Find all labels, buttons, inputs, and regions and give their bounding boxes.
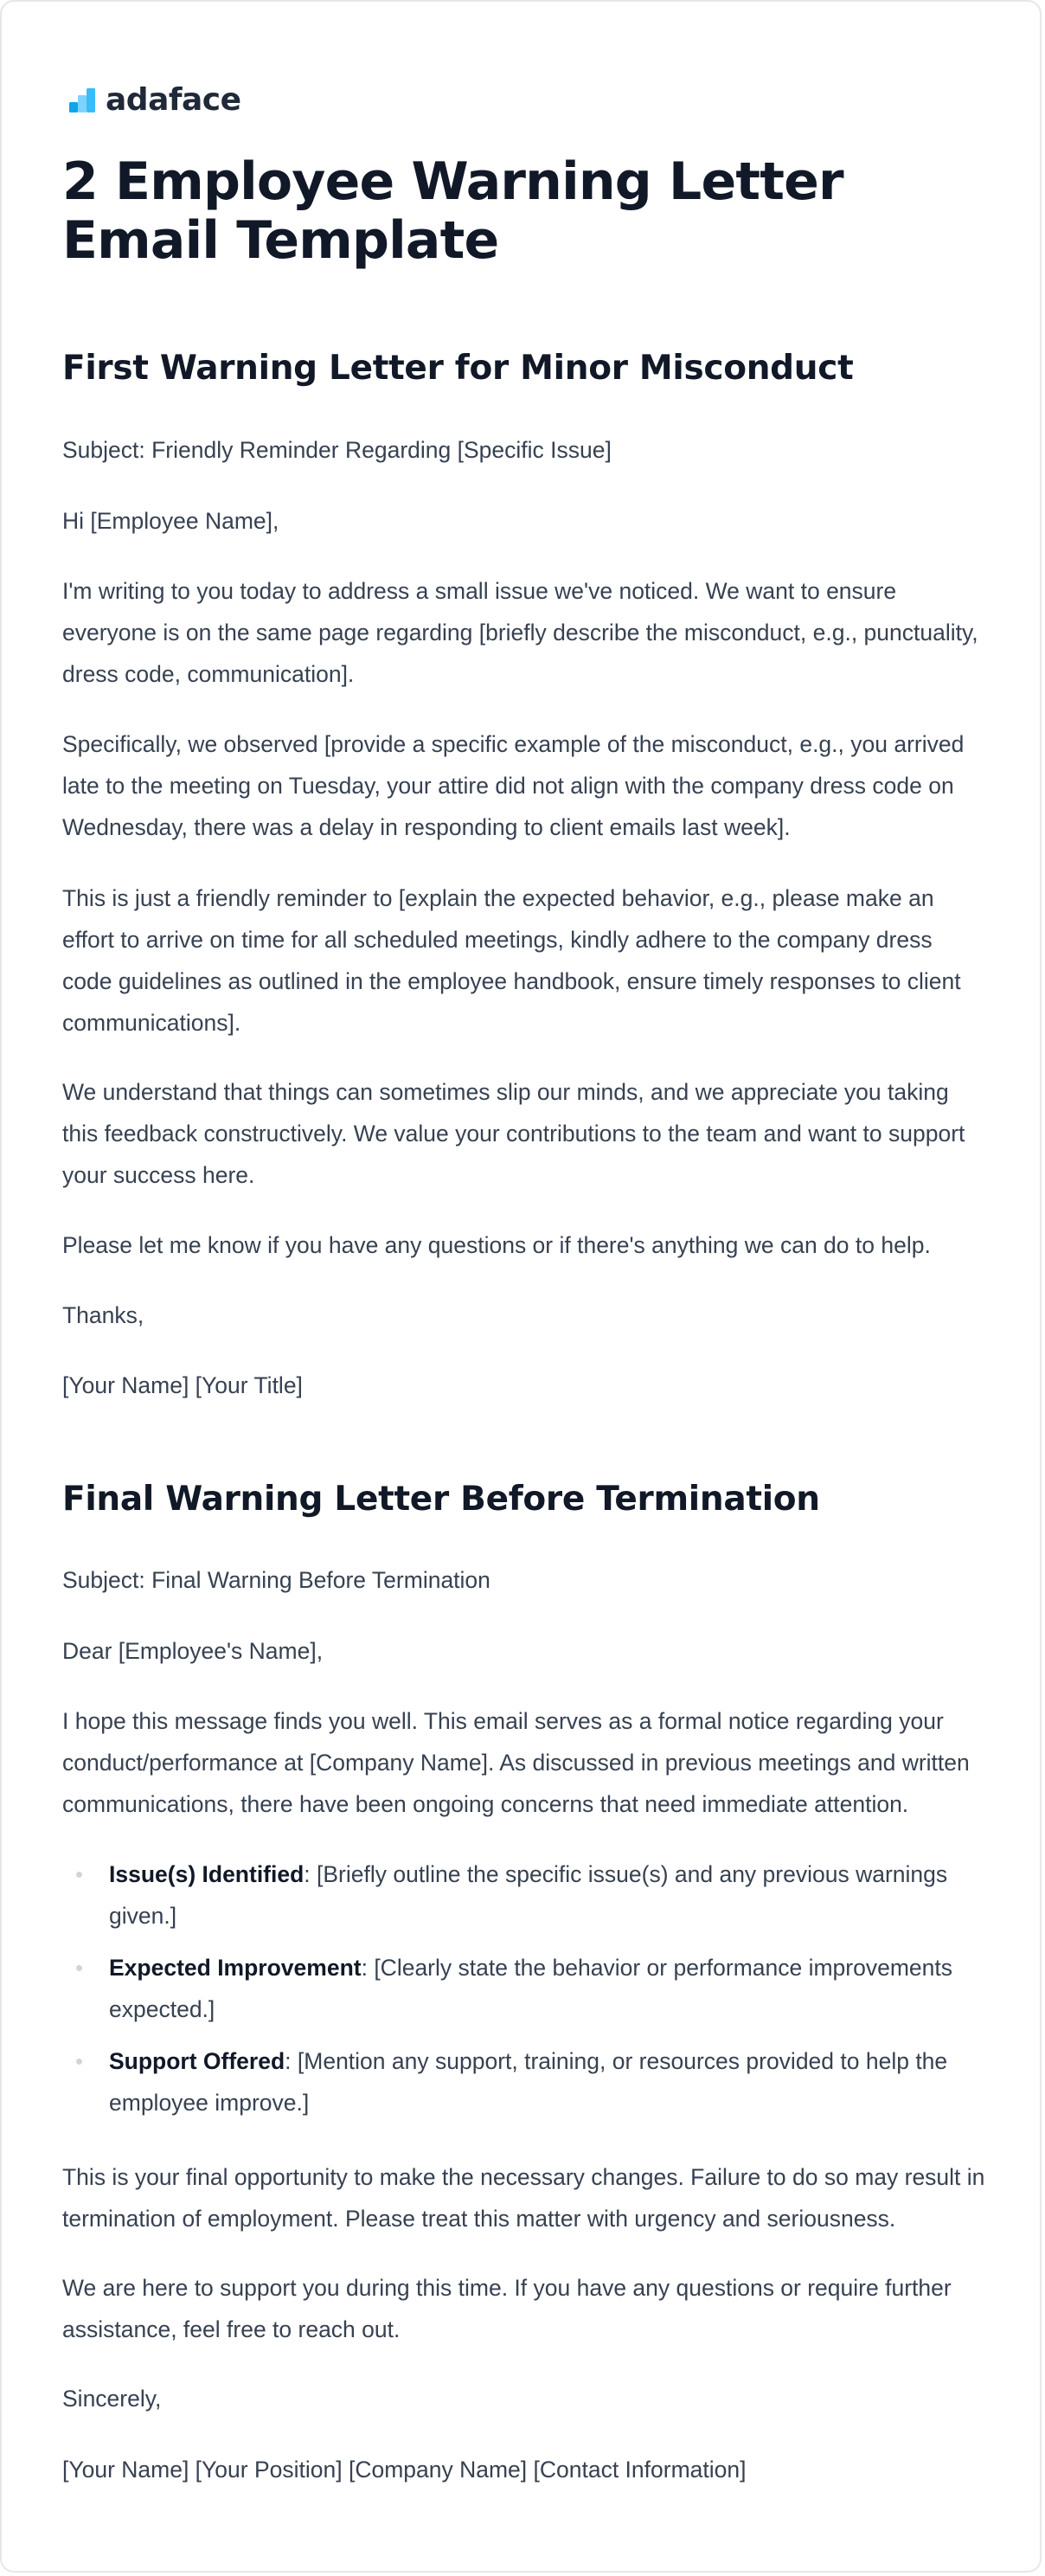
section-1-title: First Warning Letter for Minor Misconduct — [62, 349, 854, 388]
bullet-text: : [Briefly outline the specific issue(s) and any previous warnings given.] — [109, 1861, 948, 1929]
section-2-paragraph-2: This is your final opportunity to make the necessary changes. Failure to do so may result in termination of employment. Please treat this matter with urgency and seriousness. — [62, 2164, 985, 2232]
section-1-paragraph-4: We understand that things can sometimes slip our minds, and we appreciate you taking this feedback constructively. We value your contributions to the team and want to support your success here. — [62, 1079, 965, 1188]
bullet-dot-icon — [76, 2059, 82, 2065]
section-1-signature: [Your Name] [Your Title] — [62, 1372, 303, 1398]
section-2-signature: [Your Name] [Your Position] [Company Name] [Contact Information] — [62, 2457, 747, 2483]
adaface-bars-logo-icon — [69, 85, 100, 116]
brand-name: adaface — [106, 82, 241, 118]
page-title: 2 Employee Warning Letter Email Template — [62, 151, 843, 271]
section-2-greeting: Dear [Employee's Name], — [62, 1638, 324, 1664]
section-1-paragraph-1: I'm writing to you today to address a small issue we've noticed. We want to ensure everyone is on the same page regarding [briefly describe the misconduct, e.g., punctuality, dress code, communication]. — [62, 578, 978, 687]
section-1-paragraph-2: Specifically, we observed [provide a specific example of the misconduct, e.g., you arrived late to the meeting on Tuesday, your attire did not align with the company dress code on Wednesday, there was a delay in responding to client emails last week]. — [62, 731, 965, 840]
bullet-text: : [Clearly state the behavior or performance improvements expected.] — [109, 1955, 953, 2022]
section-1-closing: Thanks, — [62, 1302, 144, 1328]
section-1-paragraph-5: Please let me know if you have any questions or if there's anything we can do to help. — [62, 1232, 931, 1258]
section-2-closing: Sincerely, — [62, 2386, 162, 2412]
section-1-greeting: Hi [Employee Name], — [62, 508, 279, 534]
section-1-paragraph-3: This is just a friendly reminder to [explain the expected behavior, e.g., please make an effort to arrive on time for all scheduled meetings, kindly adhere to the company dress code guidelines as outlined in the employee handbook, ensure timely responses to client communications]. — [62, 885, 961, 1036]
list-item — [62, 1853, 988, 1937]
section-2-title: Final Warning Letter Before Termination — [62, 1480, 820, 1519]
section-2-bullet-list — [62, 1853, 988, 2134]
section-2-paragraph-1: I hope this message finds you well. This email serves as a formal notice regarding your conduct/performance at [Company Name]. As discussed in previous meetings and written communications, there have been ongoing concerns that need immediate attention. — [62, 1708, 970, 1817]
bullet-label: Support Offered — [109, 2048, 285, 2074]
bullet-text: : [Mention any support, training, or resources provided to help the employee improve.] — [109, 2048, 948, 2116]
section-1-subject: Subject: Friendly Reminder Regarding [Specific Issue] — [62, 437, 612, 463]
section-2-subject: Subject: Final Warning Before Termination — [62, 1567, 490, 1593]
list-item — [62, 2040, 988, 2123]
list-item — [62, 1947, 988, 2030]
bullet-label: Expected Improvement — [109, 1955, 362, 1981]
bullet-label: Issue(s) Identified — [109, 1861, 305, 1887]
bullet-dot-icon — [76, 1965, 82, 1971]
adaface-logo[interactable] — [69, 80, 241, 121]
section-2-paragraph-3: We are here to support you during this time. If you have any questions or require further assistance, feel free to reach out. — [62, 2275, 952, 2342]
bullet-dot-icon — [76, 1872, 82, 1878]
